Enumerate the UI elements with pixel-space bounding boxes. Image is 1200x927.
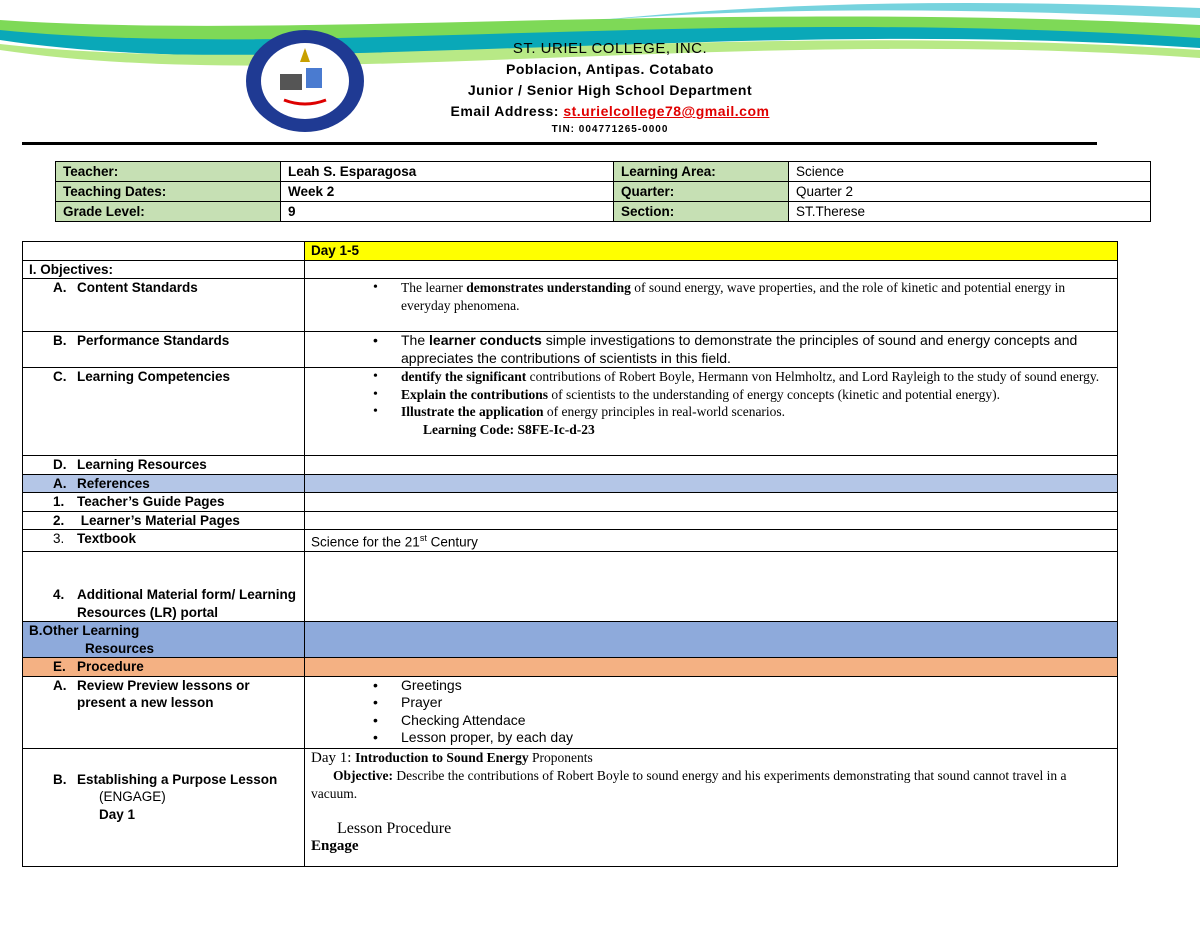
blank-cell — [23, 242, 305, 261]
lesson-procedure-heading: Lesson Procedure — [337, 820, 452, 837]
grade-level-value: 9 — [281, 202, 614, 222]
list-item: • Prayer — [311, 694, 1111, 712]
learning-competencies-text — [305, 368, 1118, 456]
blank-cell — [305, 260, 1118, 279]
textbook-value: Science for the 21st Century — [305, 530, 1118, 552]
other-resources-label: B.Other Learning Resources — [23, 622, 305, 658]
learning-competencies-label: C. Learning Competencies — [23, 368, 305, 456]
performance-standards-text — [305, 332, 1118, 368]
table-row — [56, 202, 1151, 222]
list-item: • Lesson proper, by each day — [311, 729, 1111, 747]
blank-cell — [305, 658, 1118, 677]
section-label: Section: — [614, 202, 789, 222]
table-row — [23, 456, 1118, 475]
email-link[interactable]: st.urielcollege78@gmail.com — [563, 103, 770, 119]
table-row — [56, 162, 1151, 182]
department: Junior / Senior High School Department — [467, 82, 753, 98]
section-value: ST.Therese — [789, 202, 1151, 222]
teacher-value: Leah S. Esparagosa — [281, 162, 614, 182]
blank-cell — [305, 552, 1118, 622]
blank-cell — [305, 456, 1118, 475]
learning-code: Learning Code: S8FE-Ic-d-23 — [423, 421, 595, 437]
header-divider — [22, 142, 1097, 145]
table-row — [23, 332, 1118, 368]
content-standards-text — [305, 279, 1118, 332]
engage-heading: Engage — [311, 837, 359, 854]
day1-heading: Day 1: Introduction to Sound Energy Proponents — [311, 749, 593, 766]
teacher-info-table — [55, 161, 1151, 222]
blank-cell — [305, 511, 1118, 530]
college-address: Poblacion, Antipas. Cotabato — [506, 61, 714, 77]
performance-standards-label: B. Performance Standards — [23, 332, 305, 368]
procedure-label: E. Procedure — [23, 658, 305, 677]
lesson-plan-table — [22, 241, 1118, 867]
table-row — [56, 182, 1151, 202]
email-label: Email Address: — [450, 103, 564, 119]
table-row — [23, 279, 1118, 332]
list-item: • The learner demonstrates understanding of sound energy, wave properties, and the role of kinetic and potential energy in everyday phenomena. — [311, 279, 1111, 314]
list-item: • Explain the contributions of scientists to the understanding of energy concepts (kinetic and potential energy). — [311, 386, 1111, 404]
grade-level-label: Grade Level: — [56, 202, 281, 222]
list-item: • The learner conducts simple investigations to demonstrate the principles of sound and energy concepts and appreciates the contributions of scientists in this field. — [311, 332, 1111, 367]
table-row — [23, 242, 1118, 261]
table-row — [23, 552, 1118, 622]
teachers-guide-label: 1. Teacher’s Guide Pages — [23, 493, 305, 512]
table-row — [23, 474, 1118, 493]
college-name: ST. URIEL COLLEGE, INC. — [512, 40, 708, 57]
textbook-label: 3. Textbook — [23, 530, 305, 552]
table-row — [23, 676, 1118, 748]
table-row — [23, 622, 1118, 658]
tin-number: TIN: 004771265-0000 — [551, 124, 669, 135]
quarter-label: Quarter: — [614, 182, 789, 202]
school-header — [340, 38, 880, 138]
email-line — [340, 101, 880, 122]
blank-cell — [305, 474, 1118, 493]
table-row — [23, 748, 1118, 866]
table-row — [23, 530, 1118, 552]
teaching-dates-label: Teaching Dates: — [56, 182, 281, 202]
learners-material-label: 2. Learner’s Material Pages — [23, 511, 305, 530]
learning-area-value: Science — [789, 162, 1151, 182]
list-item: • Illustrate the application of energy principles in real-world scenarios. — [311, 403, 1111, 421]
blank-cell — [305, 493, 1118, 512]
day1-content — [305, 748, 1118, 866]
teaching-dates-value: Week 2 — [281, 182, 614, 202]
table-row — [23, 658, 1118, 677]
additional-material-label: 4. Additional Material form/ Learning Resources (LR) portal — [23, 552, 305, 622]
review-lesson-label: A. Review Preview lessons or present a new lesson — [23, 676, 305, 748]
list-item: • dentify the significant contributions of Robert Boyle, Hermann von Helmholtz, and Lord Rayleigh to the study of sound energy. — [311, 368, 1111, 386]
objectives-heading: I. Objectives: — [23, 260, 305, 279]
day-header: Day 1-5 — [305, 242, 1118, 261]
table-row — [23, 511, 1118, 530]
quarter-value: Quarter 2 — [789, 182, 1151, 202]
content-standards-label: A. Content Standards — [23, 279, 305, 332]
table-row — [23, 368, 1118, 456]
teacher-label: Teacher: — [56, 162, 281, 182]
table-row — [23, 493, 1118, 512]
review-items — [305, 676, 1118, 748]
blank-cell — [305, 622, 1118, 658]
learning-area-label: Learning Area: — [614, 162, 789, 182]
establishing-purpose-label: B. Establishing a Purpose Lesson (ENGAGE) Day 1 — [23, 748, 305, 866]
list-item: • Checking Attendace — [311, 712, 1111, 730]
day1-objective: Objective: Describe the contributions of Robert Boyle to sound energy and his experiments demonstrating that sound cannot travel in a vacuum. — [311, 768, 1067, 801]
table-row — [23, 260, 1118, 279]
learning-resources-label: D. Learning Resources — [23, 456, 305, 475]
list-item: • Greetings — [311, 677, 1111, 695]
references-label: A. References — [23, 474, 305, 493]
